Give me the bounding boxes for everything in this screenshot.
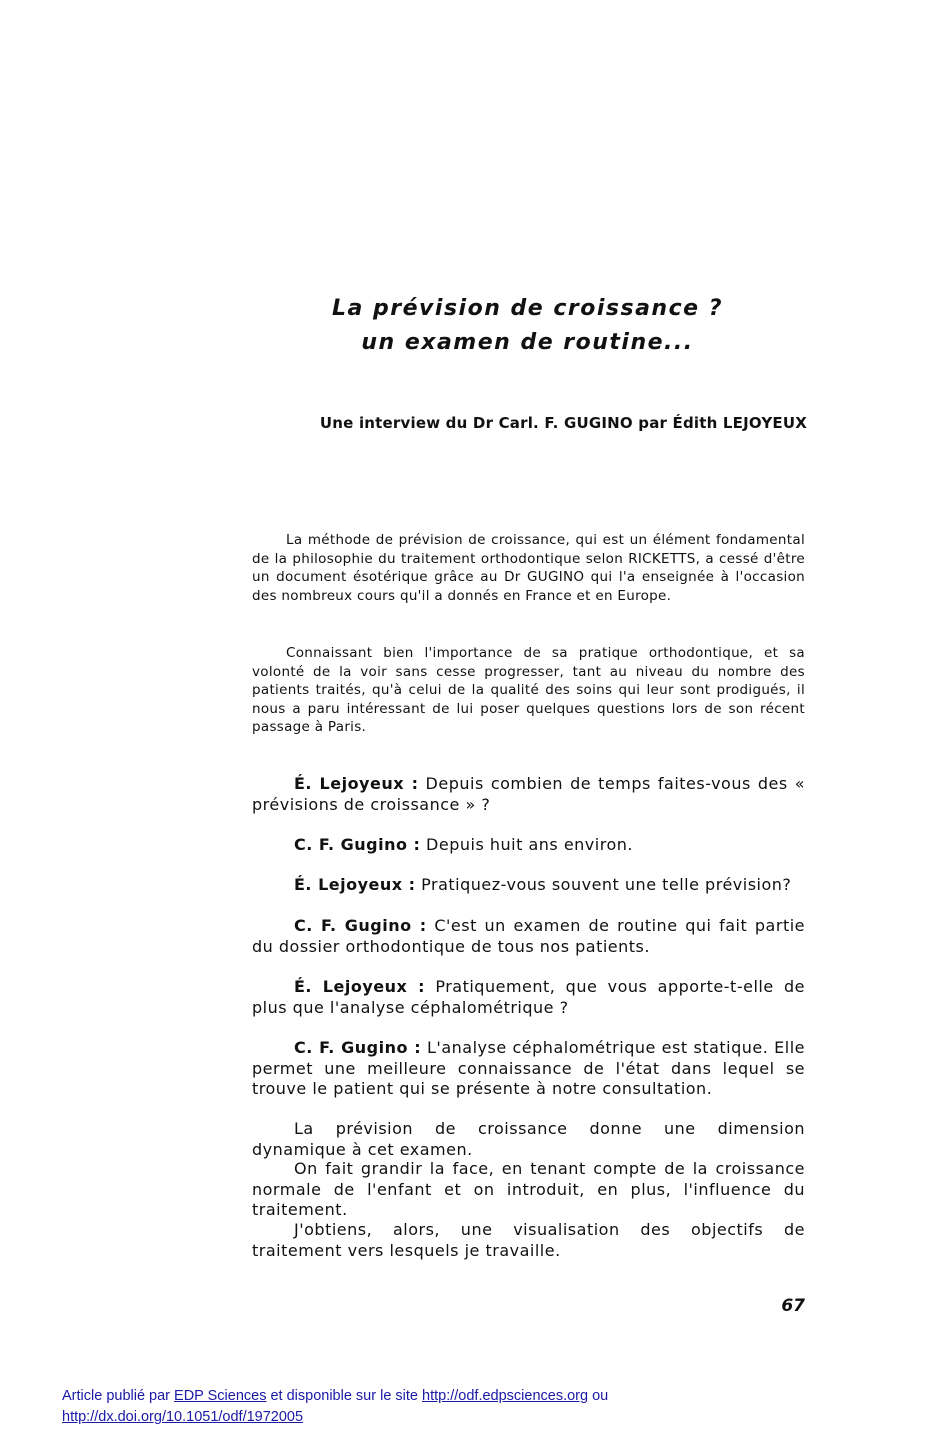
answer-continuation: La prévision de croissance donne une dimension dynamique à cet examen. [252, 1119, 805, 1159]
interview-exchange [252, 835, 805, 856]
speaker-name: É. Lejoyeux : [294, 774, 419, 793]
article-title-line-1: La prévision de croissance ? [332, 296, 723, 321]
interview-exchange [252, 1038, 805, 1100]
speech-text: Depuis huit ans environ. [426, 835, 633, 854]
speech-text: L'analyse céphalométrique est statique. Elle permet une meilleure connaissance de l'état dans lequel se trouve le patient qui se présente à notre consultation. [252, 1038, 805, 1098]
speech-text: C'est un examen de routine qui fait partie du dossier orthodontique de tous nos patients. [252, 916, 806, 956]
footer-text: et disponible sur le site [266, 1388, 423, 1404]
footer-text: Article publié par [62, 1388, 175, 1404]
article-byline: Une interview du Dr Carl. F. GUGINO par Édith LEJOYEUX [319, 414, 807, 432]
article-title-line-2: un examen de routine... [361, 330, 694, 355]
interview-exchange [252, 774, 805, 815]
speaker-name: C. F. Gugino : [294, 1038, 422, 1057]
intro-paragraph: La méthode de prévision de croissance, qui est un élément fondamental de la philosophie du traitement orthodontique selon RICKETTS, a cessé d'être un document ésotérique grâce au Dr GUGINO qui l'a enseignée à l'occasion des nombreux cours qu'il a donnés en France et en Europe. [252, 532, 805, 604]
answer-continuation: On fait grandir la face, en tenant compte de la croissance normale de l'enfant et on introduit, en plus, l'influence du traitement. [252, 1159, 805, 1219]
answer-continuation: J'obtiens, alors, une visualisation des objectifs de traitement vers lesquels je travaille. [252, 1220, 805, 1260]
speaker-name: C. F. Gugino : [294, 916, 427, 935]
page-number: 67 [781, 1296, 805, 1316]
interview-exchange [252, 977, 805, 1018]
site-link[interactable]: http://odf.edpsciences.org [422, 1388, 589, 1404]
doi-line [62, 1409, 303, 1425]
speech-text: Pratiquez-vous souvent une telle prévision? [421, 875, 792, 894]
speaker-name: É. Lejoyeux : [294, 875, 416, 894]
publisher-link[interactable]: EDP Sciences [174, 1388, 267, 1404]
speech-text: Depuis combien de temps faites-vous des « prévisions de croissance » ? [252, 774, 806, 814]
interview-exchange [252, 916, 805, 957]
footer-text: ou [588, 1388, 609, 1404]
interview-exchange [252, 875, 805, 896]
intro-paragraph: Connaissant bien l'importance de sa pratique orthodontique, et sa volonté de la voir sans cesse progresser, tant au niveau du nombre des patients traités, qu'à celui de la qualité des soins qui leur sont prodigués, il nous a paru intéressant de lui poser quelques questions lors de son récent passage à Paris. [252, 645, 805, 735]
speaker-name: C. F. Gugino : [294, 835, 421, 854]
speech-text: Pratiquement, que vous apporte-t-elle de plus que l'analyse céphalométrique ? [252, 977, 805, 1017]
publisher-notice [62, 1388, 608, 1404]
speaker-name: É. Lejoyeux : [294, 977, 426, 996]
doi-link[interactable]: http://dx.doi.org/10.1051/odf/1972005 [62, 1409, 304, 1425]
